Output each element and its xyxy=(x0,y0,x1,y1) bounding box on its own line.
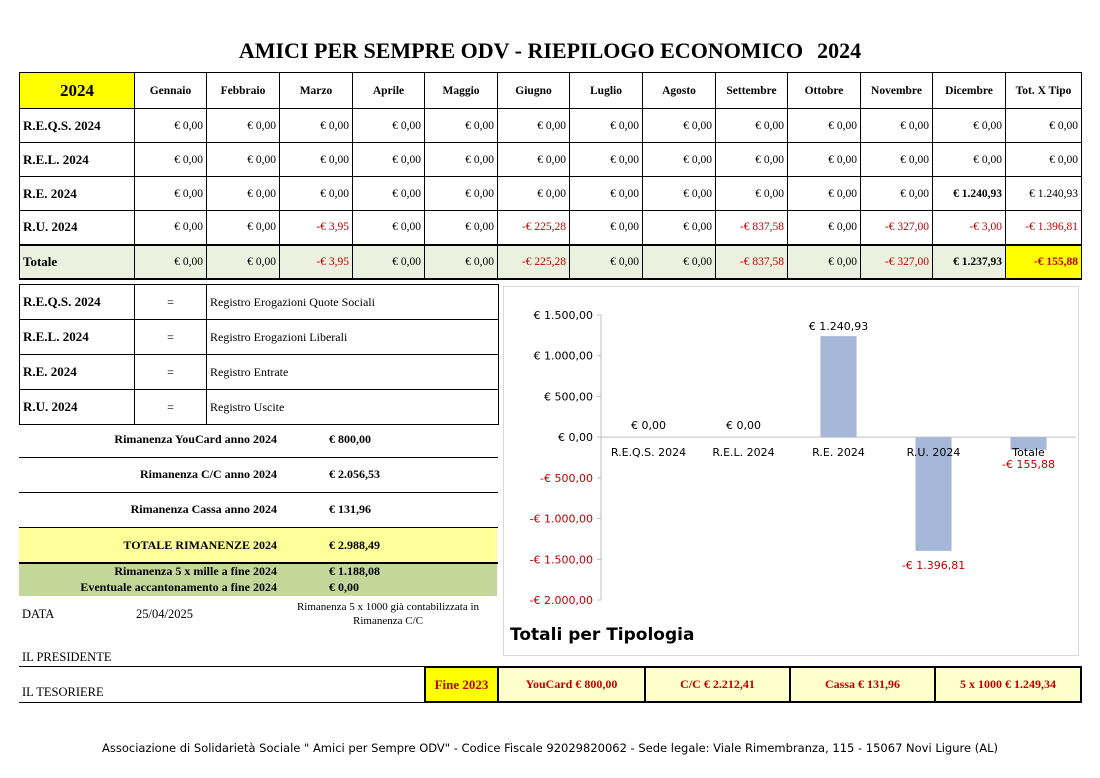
table-cell: -€ 837,58 xyxy=(716,211,788,245)
y-tick-label: € 1.500,00 xyxy=(533,309,593,322)
fine-2023-table xyxy=(424,666,1082,703)
table-cell: € 0,00 xyxy=(570,109,643,143)
table-cell: € 0,00 xyxy=(353,211,425,245)
table-cell: -€ 225,28 xyxy=(498,245,570,279)
table-cell: € 0,00 xyxy=(788,177,861,211)
table-cell: € 0,00 xyxy=(425,109,498,143)
mille-note: Rimanenza 5 x 1000 già contabilizzata in Rimanenza C/C xyxy=(296,601,480,627)
month-header: Agosto xyxy=(643,73,716,109)
table-cell: € 0,00 xyxy=(425,143,498,177)
table-cell: € 0,00 xyxy=(933,109,1006,143)
legend-description: Registro Entrate xyxy=(207,355,499,390)
table-cell: -€ 155,88 xyxy=(1006,245,1082,279)
data-label: DATA xyxy=(22,607,55,621)
month-header: Febbraio xyxy=(207,73,280,109)
table-header-row xyxy=(20,73,1082,109)
row-label: Totale xyxy=(20,245,135,279)
mille-label: Rimanenza 5 x mille a fine 2024 xyxy=(114,564,277,578)
x-category-label: R.E.L. 2024 xyxy=(712,446,775,460)
table-cell: € 0,00 xyxy=(861,177,933,211)
table-cell: € 0,00 xyxy=(788,245,861,279)
table-row xyxy=(20,109,1082,143)
table-cell: € 0,00 xyxy=(135,109,207,143)
row-label: R.E.L. 2024 xyxy=(20,143,135,177)
table-cell: -€ 3,95 xyxy=(280,211,353,245)
y-tick-label: -€ 1.000,00 xyxy=(529,512,593,526)
legend-equals: = xyxy=(135,390,207,425)
table-cell: € 0,00 xyxy=(280,177,353,211)
accantonamento-value: € 0,00 xyxy=(329,580,359,594)
total-remainder-box xyxy=(19,528,497,562)
table-cell: € 0,00 xyxy=(498,177,570,211)
table-cell: -€ 837,58 xyxy=(716,245,788,279)
fine-cc: C/C € 2.212,41 xyxy=(645,667,790,702)
tesoriere-label: IL TESORIERE xyxy=(22,685,104,699)
data-label: -€ 155,88 xyxy=(1002,458,1055,472)
table-cell: € 0,00 xyxy=(570,245,643,279)
table-row xyxy=(20,211,1082,245)
mille-box xyxy=(19,564,497,596)
table-cell: -€ 225,28 xyxy=(498,211,570,245)
mille-value: € 1.188,08 xyxy=(329,564,380,578)
month-header: Aprile xyxy=(353,73,425,109)
table-cell: -€ 3,00 xyxy=(933,211,1006,245)
legend-row xyxy=(20,355,499,390)
bar-chart xyxy=(504,287,1078,655)
data-label: -€ 1.396,81 xyxy=(901,558,966,572)
monthly-summary-table xyxy=(19,72,1082,280)
table-cell: € 0,00 xyxy=(353,177,425,211)
data-label: € 0,00 xyxy=(726,419,761,433)
page-title xyxy=(0,38,1100,64)
table-cell: -€ 3,95 xyxy=(280,245,353,279)
table-cell: € 0,00 xyxy=(135,211,207,245)
data-label: € 0,00 xyxy=(631,419,666,433)
table-row xyxy=(20,177,1082,211)
table-cell: € 0,00 xyxy=(933,143,1006,177)
row-label: R.E.Q.S. 2024 xyxy=(20,109,135,143)
fine-2023-label: Fine 2023 xyxy=(425,667,498,702)
data-label: € 1.240,93 xyxy=(808,320,869,334)
month-header: Gennaio xyxy=(135,73,207,109)
table-cell: -€ 327,00 xyxy=(861,211,933,245)
table-cell: € 1.237,93 xyxy=(933,245,1006,279)
table-cell: € 0,00 xyxy=(280,109,353,143)
y-tick-label: -€ 500,00 xyxy=(540,471,593,485)
month-header: Giugno xyxy=(498,73,570,109)
chart-frame xyxy=(503,286,1079,656)
table-cell: € 0,00 xyxy=(788,109,861,143)
x-category-label: R.E. 2024 xyxy=(812,446,865,460)
row-label: R.E. 2024 xyxy=(20,177,135,211)
fine-youcard: YouCard € 800,00 xyxy=(498,667,645,702)
table-cell: -€ 327,00 xyxy=(861,245,933,279)
presidente-label: IL PRESIDENTE xyxy=(22,650,112,664)
month-header: Tot. X Tipo xyxy=(1006,73,1082,109)
chart-title: Totali per Tipologia xyxy=(510,625,695,645)
table-cell: € 0,00 xyxy=(425,177,498,211)
table-cell: € 0,00 xyxy=(425,211,498,245)
table-cell: € 0,00 xyxy=(643,143,716,177)
table-cell: € 0,00 xyxy=(716,177,788,211)
table-cell: € 0,00 xyxy=(135,177,207,211)
x-category-label: Totale xyxy=(1012,446,1045,460)
table-cell: € 0,00 xyxy=(570,211,643,245)
data-value: 25/04/2025 xyxy=(136,607,193,621)
x-category-label: R.E.Q.S. 2024 xyxy=(610,446,687,460)
table-cell: € 0,00 xyxy=(861,109,933,143)
legend-code: R.U. 2024 xyxy=(20,390,135,425)
row-label: R.U. 2024 xyxy=(20,211,135,245)
table-row xyxy=(20,143,1082,177)
table-cell: € 0,00 xyxy=(135,143,207,177)
cassa-value: € 131,96 xyxy=(329,502,371,516)
fine-mille: 5 x 1000 € 1.249,34 xyxy=(935,667,1081,702)
table-cell: € 0,00 xyxy=(207,245,280,279)
legend-code: R.E. 2024 xyxy=(20,355,135,390)
y-tick-label: € 0,00 xyxy=(558,431,593,445)
total-remainder-label: TOTALE RIMANENZE 2024 xyxy=(123,538,277,552)
table-cell: € 1.240,93 xyxy=(933,177,1006,211)
legend-equals: = xyxy=(135,320,207,355)
legend-row xyxy=(20,285,499,320)
table-cell: € 0,00 xyxy=(1006,143,1082,177)
table-cell: € 0,00 xyxy=(135,245,207,279)
chart-bar xyxy=(820,336,856,437)
month-header: Marzo xyxy=(280,73,353,109)
fine-cassa: Cassa € 131,96 xyxy=(790,667,935,702)
month-header: Dicembre xyxy=(933,73,1006,109)
legend-table xyxy=(19,284,499,425)
total-remainder-value: € 2.988,49 xyxy=(329,538,380,552)
y-tick-label: € 1.000,00 xyxy=(533,349,593,363)
legend-code: R.E.L. 2024 xyxy=(20,320,135,355)
table-cell: € 0,00 xyxy=(788,211,861,245)
table-cell: € 0,00 xyxy=(280,143,353,177)
legend-row xyxy=(20,390,499,425)
table-cell: € 0,00 xyxy=(353,143,425,177)
table-cell: € 0,00 xyxy=(570,177,643,211)
table-cell: € 0,00 xyxy=(207,143,280,177)
table-cell: € 0,00 xyxy=(570,143,643,177)
table-cell: € 0,00 xyxy=(1006,109,1082,143)
table-cell: € 0,00 xyxy=(207,211,280,245)
title-year: 2024 xyxy=(817,38,862,63)
title-text: AMICI PER SEMPRE ODV - RIEPILOGO ECONOMICO xyxy=(238,38,804,63)
youcard-value: € 800,00 xyxy=(329,432,371,446)
y-tick-label: -€ 2.000,00 xyxy=(529,594,593,607)
table-cell: -€ 1.396,81 xyxy=(1006,211,1082,245)
table-cell: € 0,00 xyxy=(861,143,933,177)
table-cell: € 0,00 xyxy=(643,177,716,211)
legend-equals: = xyxy=(135,355,207,390)
table-cell: € 0,00 xyxy=(716,109,788,143)
table-cell: € 1.240,93 xyxy=(1006,177,1082,211)
legend-description: Registro Erogazioni Quote Sociali xyxy=(207,285,499,320)
legend-row xyxy=(20,320,499,355)
month-header: Maggio xyxy=(425,73,498,109)
x-category-label: R.U. 2024 xyxy=(906,446,961,460)
legend-description: Registro Erogazioni Liberali xyxy=(207,320,499,355)
table-cell: € 0,00 xyxy=(643,211,716,245)
table-cell: € 0,00 xyxy=(788,143,861,177)
table-cell: € 0,00 xyxy=(643,109,716,143)
youcard-label: Rimanenza YouCard anno 2024 xyxy=(114,432,277,446)
total-row xyxy=(20,245,1082,279)
month-header: Ottobre xyxy=(788,73,861,109)
cc-label: Rimanenza C/C anno 2024 xyxy=(139,467,277,481)
table-cell: € 0,00 xyxy=(353,109,425,143)
month-header: Settembre xyxy=(716,73,788,109)
cc-value: € 2.056,53 xyxy=(329,467,380,481)
y-tick-label: -€ 1.500,00 xyxy=(529,553,593,567)
month-header: Novembre xyxy=(861,73,933,109)
month-header: Luglio xyxy=(570,73,643,109)
table-cell: € 0,00 xyxy=(643,245,716,279)
table-cell: € 0,00 xyxy=(353,245,425,279)
accantonamento-label: Eventuale accantonamento a fine 2024 xyxy=(80,580,277,594)
table-cell: € 0,00 xyxy=(498,143,570,177)
footer-text: Associazione di Solidarietà Sociale " Amici per Sempre ODV" - Codice Fiscale 92029820062 - Sede legale: Viale Rimembranza, 115 - 15067 Novi Ligure (AL) xyxy=(102,741,998,755)
legend-code: R.E.Q.S. 2024 xyxy=(20,285,135,320)
legend-description: Registro Uscite xyxy=(207,390,499,425)
table-cell: € 0,00 xyxy=(207,177,280,211)
legend-equals: = xyxy=(135,285,207,320)
table-cell: € 0,00 xyxy=(716,143,788,177)
y-tick-label: € 500,00 xyxy=(544,390,593,404)
year-header: 2024 xyxy=(20,73,135,109)
table-cell: € 0,00 xyxy=(425,245,498,279)
cassa-label: Rimanenza Cassa anno 2024 xyxy=(130,502,277,516)
table-cell: € 0,00 xyxy=(498,109,570,143)
table-cell: € 0,00 xyxy=(207,109,280,143)
